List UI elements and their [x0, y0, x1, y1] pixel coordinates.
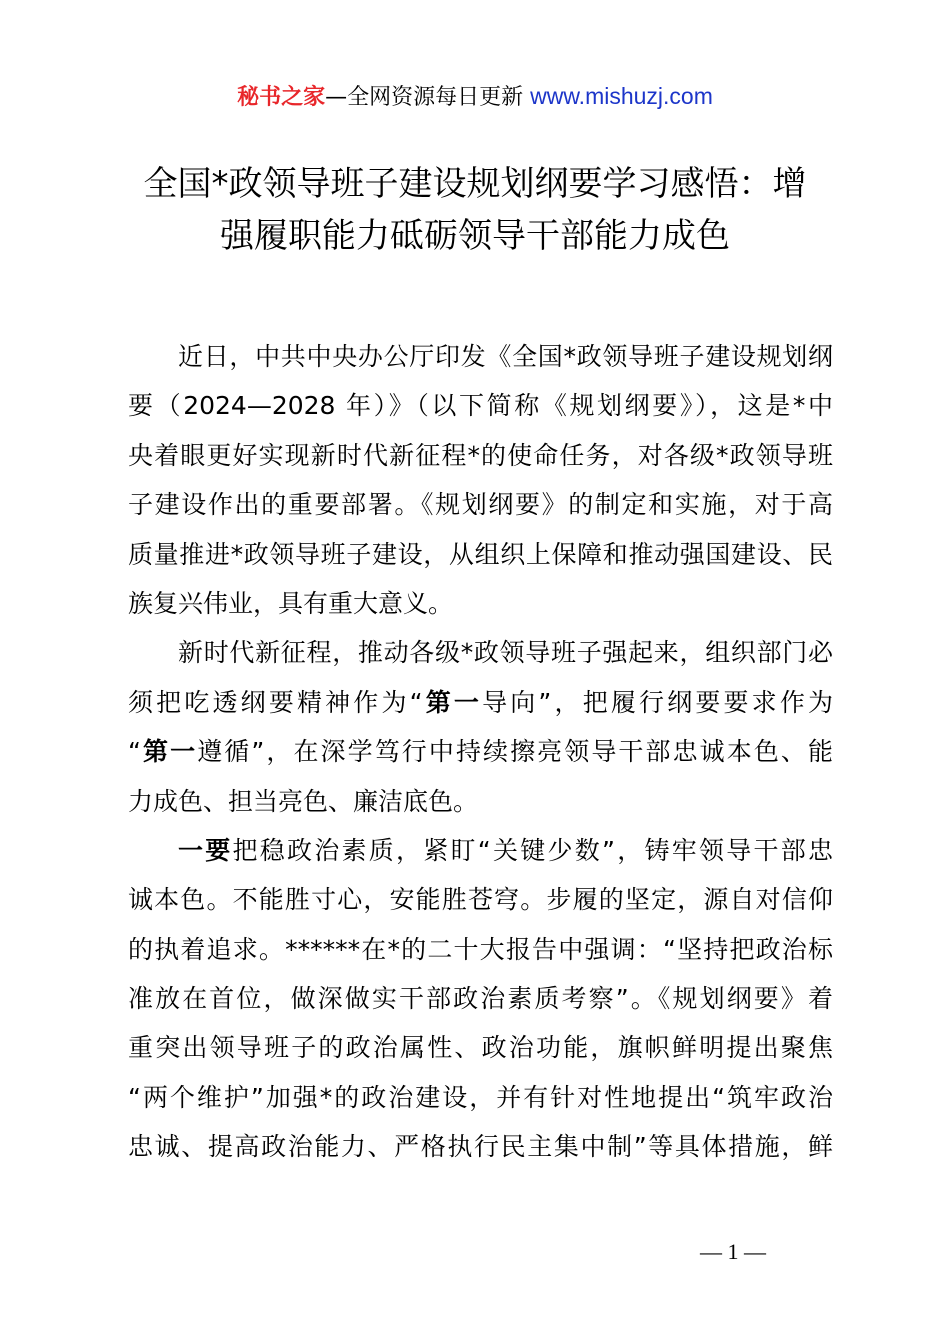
paragraph-1: [128, 332, 833, 628]
text-line: 央着眼更好实现新时代新征程*的使命任务，对各级*政领导班: [128, 440, 833, 470]
text-line: 力成色、担当亮色、廉洁底色。: [128, 786, 479, 816]
text-line: 准放在首位，做深做实干部政治素质考察”。《规划纲要》着: [128, 984, 833, 1014]
site-header: [0, 80, 950, 114]
title-line-2: 强履职能力砥砺领导干部能力成色: [220, 216, 730, 256]
text-run: 须把吃透纲要精神作为“: [128, 687, 423, 717]
page-number: — 1 —: [700, 1239, 766, 1264]
text-line: 忠诚、提高政治能力、严格执行民主集中制”等具体措施，鲜: [128, 1132, 833, 1162]
text-line: [128, 727, 833, 776]
text-run: 把稳政治素质，紧盯“关键少数”，铸牢领导干部忠: [232, 835, 833, 865]
document-body: [128, 332, 833, 1172]
bold-text: 第一: [140, 737, 198, 767]
text-line: 质量推进*政领导班子建设，从组织上保障和推动强国建设、民: [128, 539, 833, 569]
text-line: [128, 678, 833, 727]
bold-text: 一要: [178, 835, 233, 865]
text-line: 要（2024—2028 年）》（以下简称《规划纲要》），这是*中: [128, 391, 833, 421]
document-title: [100, 158, 850, 262]
text-run: 导向”，把履行纲要要求作为: [482, 687, 834, 717]
text-line: 子建设作出的重要部署。《规划纲要》的制定和实施，对于高: [128, 490, 833, 520]
text-run: 遵循”，在深学笃行中持续擦亮领导干部忠诚本色、能: [197, 737, 833, 767]
site-tagline: —全网资源每日更新: [325, 85, 524, 110]
text-line: 的执着追求。******在*的二十大报告中强调：“坚持把政治标: [128, 934, 833, 964]
text-line: 近日，中共中央办公厅印发《全国*政领导班子建设规划纲: [178, 342, 833, 371]
paragraph-2: [128, 628, 833, 826]
site-url[interactable]: www.mishuzj.com: [530, 83, 713, 109]
text-line: [128, 826, 833, 875]
text-line: 重突出领导班子的政治属性、政治功能，旗帜鲜明提出聚焦: [128, 1033, 833, 1063]
text-line: 新时代新征程，推动各级*政领导班子强起来，组织部门必: [178, 638, 833, 668]
text-line: 诚本色。不能胜寸心，安能胜苍穹。步履的坚定，源自对信仰: [128, 885, 833, 915]
title-line-1: 全国*政领导班子建设规划纲要学习感悟：增: [143, 164, 807, 204]
site-name: 秘书之家: [237, 85, 326, 110]
bold-text: 第一: [422, 687, 483, 717]
text-run: “: [128, 737, 141, 767]
paragraph-3: [128, 826, 833, 1172]
text-line: “两个维护”加强*的政治建设，并有针对性地提出“筑牢政治: [128, 1082, 833, 1112]
text-line: 族复兴伟业，具有重大意义。: [128, 588, 454, 618]
